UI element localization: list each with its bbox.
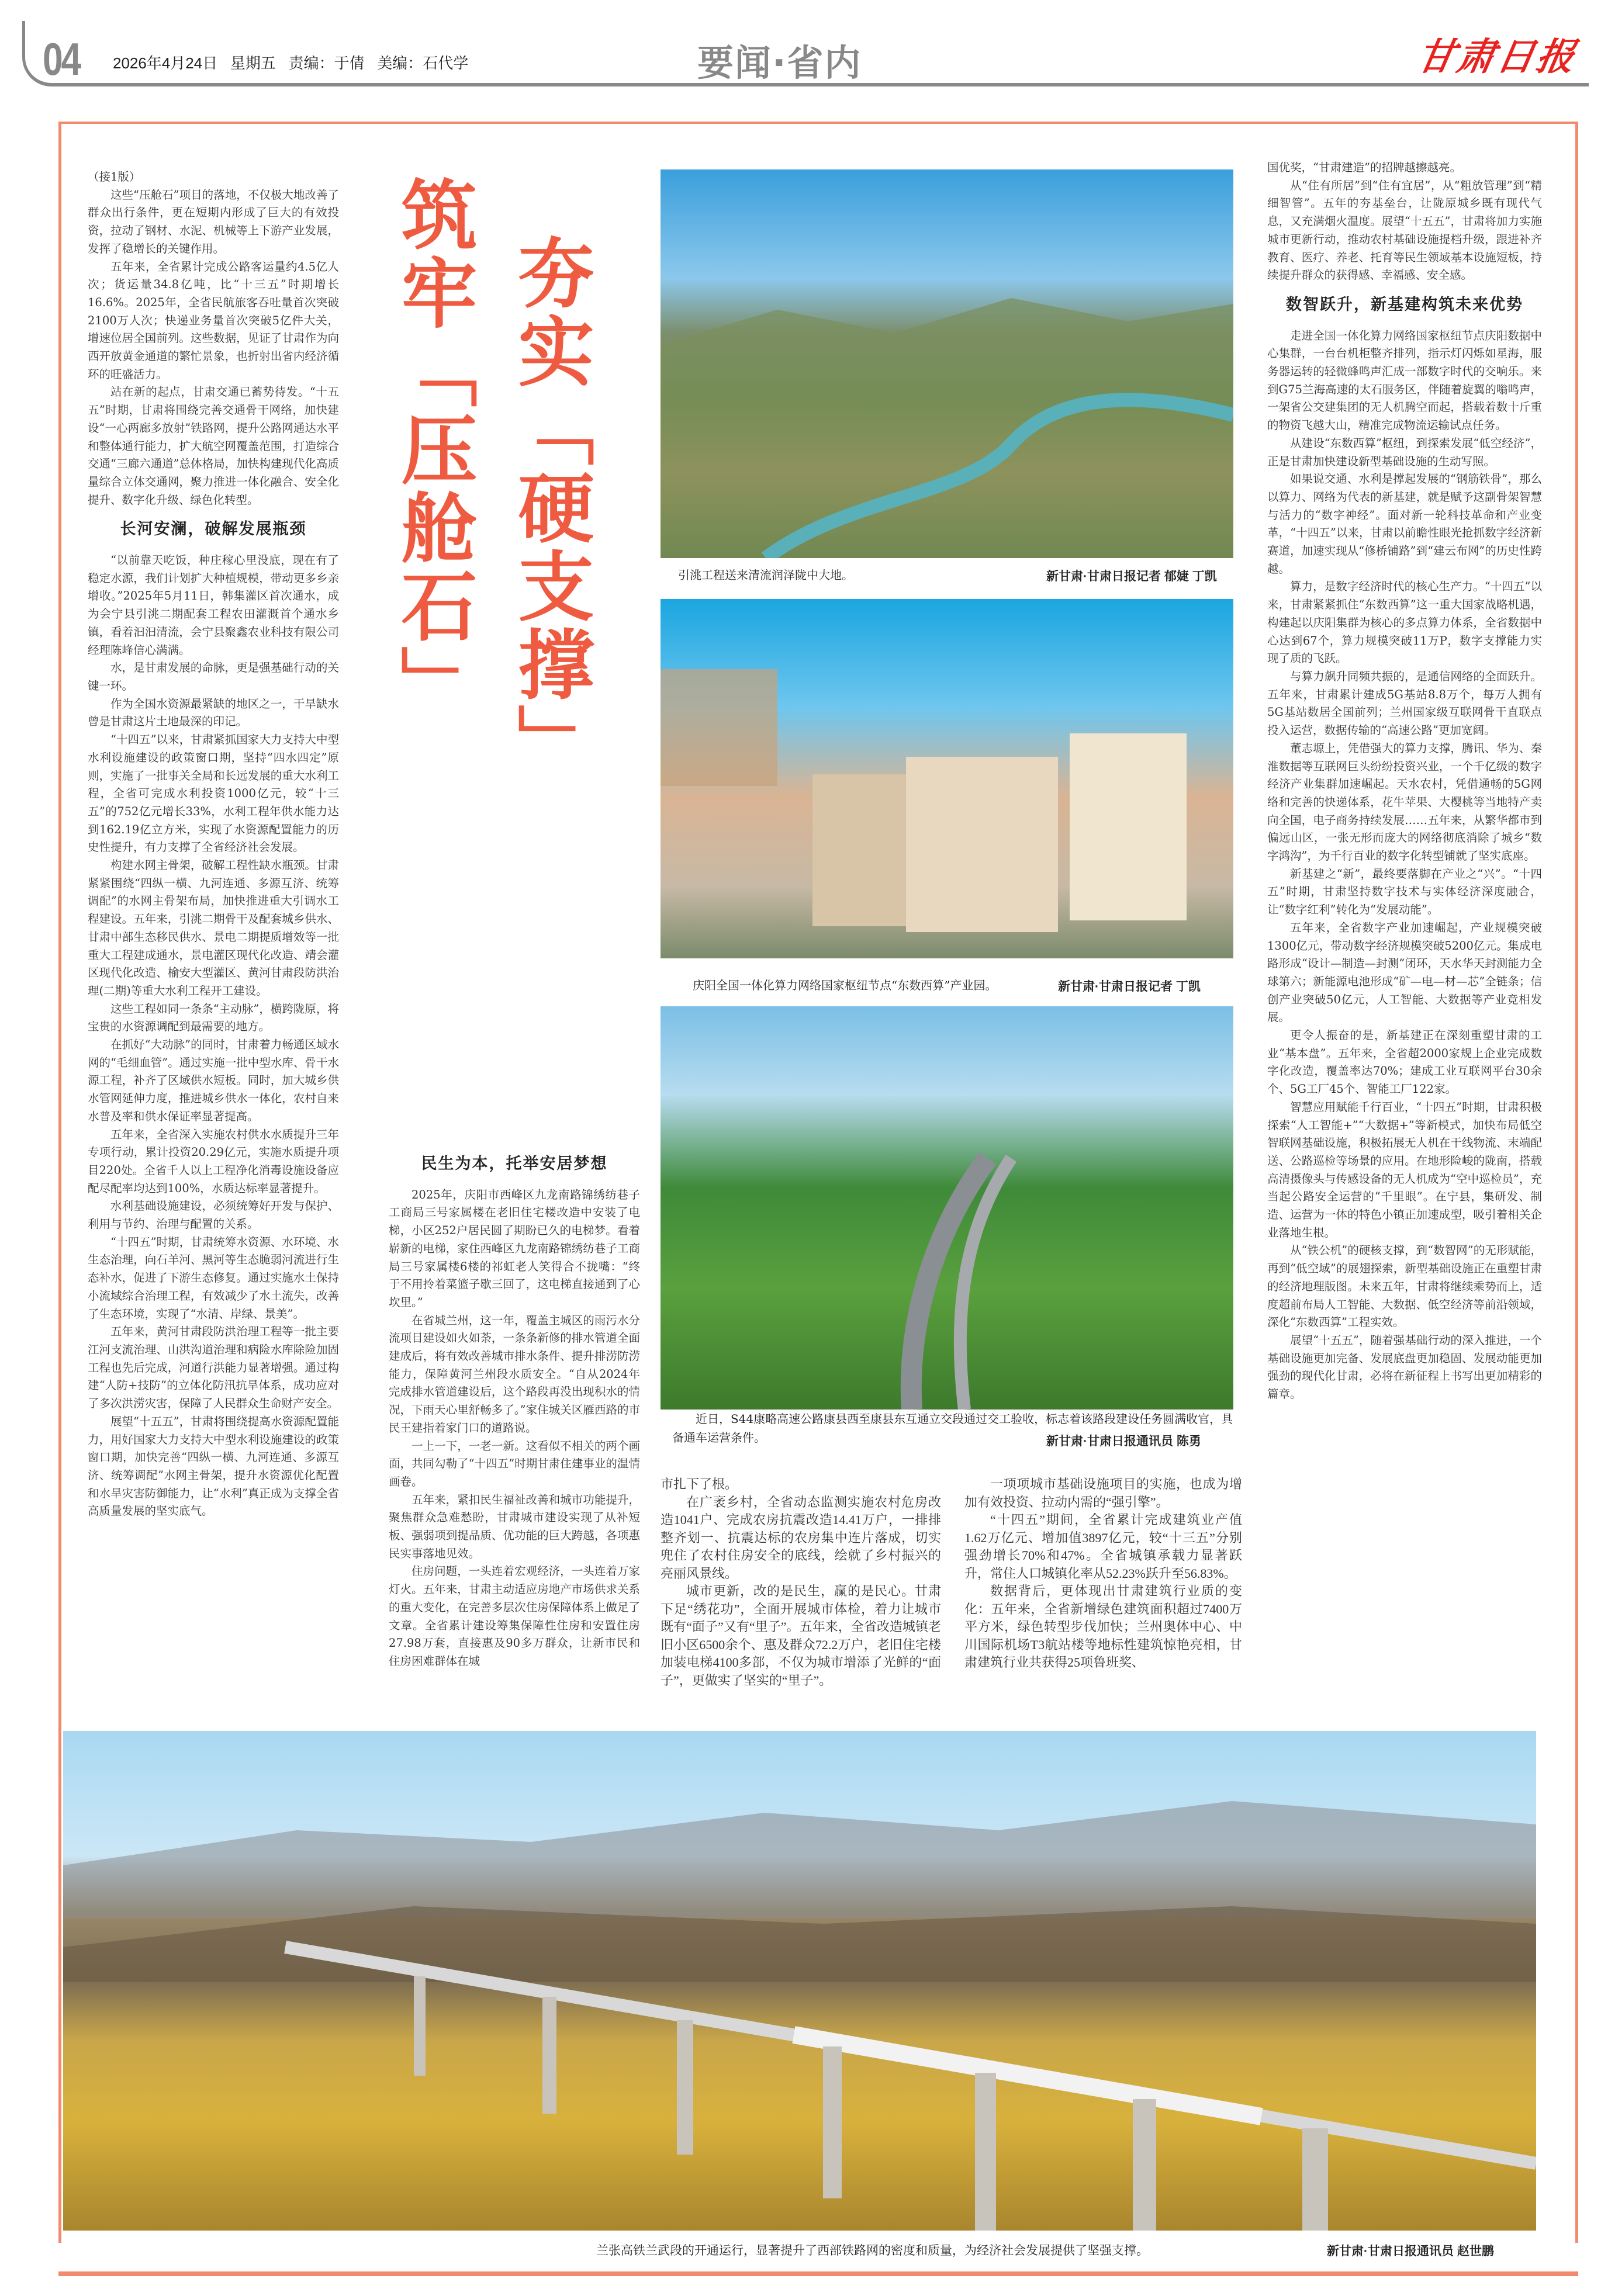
photo-3-credit: 新甘肃·甘肃日报通讯员 陈勇 [1046,1435,1201,1448]
paragraph: 构建水网主骨架，破解工程性缺水瓶颈。甘肃紧紧围绕“四纵一横、九河连通、多源互济、统筹调配”的水网主骨架布局，加快推进重大引调水工程建设。五年来，引洮二期骨干及配套城乡供水、甘肃中部生态移民供水、景电二期提质增效等一批重大工程建成通水，景电灌区现代化改造、靖会灌区现代化改造、榆安大型灌区、黄河甘肃段防洪治理(二期)等重大水利工程开工建设。 [88,858,339,998]
paragraph: 作为全国水资源最紧缺的地区之一，干旱缺水曾是甘肃这片土地最深的印记。 [88,697,339,729]
paragraph: 一上一下，一老一新。这看似不相关的两个画面，共同勾勒了“十四五”时期甘肃住建事业的温情画卷。 [389,1439,640,1488]
photo-1-credit: 新甘肃·甘肃日报记者 郁婕 丁凯 [1046,570,1217,583]
issue-date: 2026年4月24日 [113,54,218,72]
photo-high-speed-rail [63,1731,1536,2231]
paragraph: 2025年，庆阳市西峰区九龙南路锦绣纺巷子工商局三号家属楼在老旧住宅楼改造中安装了电梯，小区252户居民圆了期盼已久的电梯梦。看着崭新的电梯，家住西峰区九龙南路锦绣纺巷子工商局三号家属楼6楼的祁虹老人笑得合不拢嘴：“终于不用拎着菜篮子歇三回了，这电梯直接通到了心坎里。” [389,1187,640,1309]
paragraph: 智慧应用赋能千行百业，“十四五”时期，甘肃积极探索“人工智能+”“大数据+”等新模式，加快布局低空智联网基础设施，积极拓展无人机在干线物流、末端配送、公路巡检等场景的应用。在地形险峻的陇南，搭载高清摄像头与传感设备的无人机成为“空中巡检员”，充当起公路安全运营的“千里眼”。在宁县，集研发、制造、运营为一体的特色小镇正加速成型，吸引着相关企业落地生根。 [1267,1100,1542,1239]
paragraph: 走进全国一体化算力网络国家枢纽节点庆阳数据中心集群，一台台机柜整齐排列，指示灯闪烁如星海，服务器运转的轻微蜂鸣声汇成一部数字时代的交响乐。来到G75兰海高速的太石服务区，伴随着旋翼的嗡鸣声，一架省公交建集团的无人机腾空而起，搭载着数十斤重的物资飞越大山，精准完成物流运输试点任务。 [1267,328,1542,432]
photo-3-caption: 近日，S44康略高速公路康县西至康县东互通立交段通过交工验收，标志着该路段建设任务圆满收官，具备通车运营条件。 [672,1412,1233,1445]
subheading-digital: 数智跃升，新基建构筑未来优势 [1286,295,1523,314]
photo-data-center [661,599,1233,958]
headline-line-1: 筑牢「压舱石」 [389,175,478,723]
paragraph: 从建设“东数西算”枢纽，到探索发展“低空经济”，正是甘肃加快建设新型基础设施的生动写照。 [1267,436,1542,468]
subheading-livelihood: 民生为本，托举安居梦想 [421,1155,608,1173]
paragraph: 城市更新，改的是民生，赢的是民心。甘肃下足“绣花功”，全面开展城市体检，着力让城市既有“面子”又有“里子”。五年来，全省改造城镇老旧小区6500余个、惠及群众72.2万户，老旧住宅楼加装电梯4100多部，不仅为城市增添了光鲜的“面子”，更做实了坚实的“里子”。 [661,1584,941,1688]
photo-4-credit: 新甘肃·甘肃日报通讯员 赵世鹏 [1327,2245,1494,2258]
river-landscape-illustration [661,169,1233,558]
newspaper-logo: 甘肃日报 [1413,35,1581,79]
paragraph: “以前靠天吃饭，种庄稼心里没底，现在有了稳定水源，我们计划扩大种植规模，带动更多乡亲增收。”2025年5月11日，韩集灌区首次通水，成为会宁县引洮二期配套工程农田灌溉首个通水乡镇，看着汩汩清流，会宁县聚鑫农业科技有限公司经理陈峰信心满满。 [88,553,339,657]
continued-from: （接1版） [88,170,141,183]
paragraph: 数据背后，更体现出甘肃建筑行业质的变化：五年来，全省新增绿色建筑面积超过7400万平方米，绿色转型步伐加快；兰州奥体中心、中川国际机场T3航站楼等地标性建筑惊艳亮相，甘肃建筑行业共获得25项鲁班奖、 [964,1584,1242,1670]
photo-2-credit: 新甘肃·甘肃日报记者 丁凯 [1058,980,1201,993]
paragraph: 在广袤乡村，全省动态监测实施农村危房改造1041户、完成农房抗震改造14.41万户，一排排整齐划一、抗震达标的农房集中连片落成，切实兜住了农村住房安全的底线，绘就了乡村振兴的亮丽风景线。 [661,1494,941,1581]
subheading-water: 长河安澜，破解发展瓶颈 [120,520,307,539]
paragraph: “十四五”以来，甘肃紧抓国家大力支持大中型水利设施建设的政策窗口期，坚持“四水四定”原则，实施了一批事关全局和长远发展的重大水利工程，全省可完成水利投资1000亿元，较“十三五”的752亿元增长33%，水利工程年供水能力达到162.19亿立方米，实现了水资源配置能力的历史性提升，有力支撑了全省经济社会发展。 [88,733,339,854]
paragraph: 住房问题，一头连着宏观经济，一头连着万家灯火。五年来，甘肃主动适应房地产市场供求关系的重大变化，在完善多层次住房保障体系上做足了文章。全省累计建设筹集保障性住房和安置住房27.98万套，直接惠及90多万群众，让新市民和住房困难群体在城 [389,1564,640,1668]
article-column-3 [661,1476,941,1689]
rail-viaduct-illustration [63,1731,1536,2231]
paragraph: 市扎下了根。 [661,1477,738,1491]
paragraph: 算力，是数字经济时代的核心生产力。“十四五”以来，甘肃紧紧抓住“东数西算”这一重大国家战略机遇，构建起以庆阳集群为核心的多点算力体系，全省数据中心达到67个，算力规模突破11万P，数字支撑能力实现了质的飞跃。 [1267,580,1542,666]
paragraph: 五年来，全省深入实施农村供水水质提升三年专项行动，累计投资20.29亿元，实施水质提升项目220处。全省千人以上工程净化消毒设施设备应配尽配率均达到100%，水质达标率显著提升。 [88,1127,339,1195]
photo-1-caption: 引洮工程送来清流润泽陇中大地。 [678,568,853,582]
paragraph: “十四五”期间，全省累计完成建筑业产值1.62万亿元、增加值3897亿元，较“十三五”分别强劲增长70%和47%。全省城镇承载力显著跃升，常住人口城镇化率从52.23%跃升至56.83%。 [964,1512,1242,1581]
article-column-1 [88,168,339,1521]
masthead [22,21,1589,86]
paragraph: 更令人振奋的是，新基建正在深刻重塑甘肃的工业“基本盘”。五年来，全省超2000家规上企业完成数字化改造，覆盖率达70%；建成工业互联网平台30余个、5G工厂45个、智能工厂122家。 [1267,1028,1542,1096]
art-editor: 美编：石代学 [377,54,469,72]
article-column-5 [1267,159,1542,1404]
page-number: 04 [43,33,80,85]
issue-meta [113,51,468,73]
article-column-4 [964,1476,1242,1672]
highway-interchange-illustration [661,1006,1233,1410]
data-center-buildings-illustration [661,599,1233,958]
paragraph: 五年来，紧扣民生福祉改善和城市功能提升，聚焦群众急难愁盼，甘肃城市建设实现了从补短板、强弱项到提品质、优功能的巨大跨越，各项惠民实事落地见效。 [389,1492,640,1560]
section-title: 要闻·省内 [697,41,862,84]
paragraph: 从“铁公机”的硬核支撑，到“数智网”的无形赋能，再到“低空域”的展翅探索，新型基础设施正在重塑甘肃的经济地理版图。未来五年，甘肃将继续乘势而上，适度超前布局人工智能、大数据、低空经济等前沿领域，深化“东数西算”工程实效。 [1267,1244,1542,1329]
photo-water-project [661,169,1233,558]
paragraph: 董志塬上，凭借强大的算力支撑，腾讯、华为、秦淮数据等互联网巨头纷纷投资兴业，一个千亿级的数字经济产业集群加速崛起。天水农村，凭借通畅的5G网络和完善的快递体系，花牛苹果、大樱桃等当地特产卖向全国，电子商务持续发展……五年来，从繁华都市到偏远山区，一张无形而庞大的网络彻底消除了城乡“数字鸿沟”，为千行百业的数字化转型铺就了坚实底座。 [1267,741,1542,863]
paragraph: 五年来，全省数字产业加速崛起，产业规模突破1300亿元，带动数字经济规模突破5200亿元。集成电路形成“设计—制造—封测”闭环，天水华天封测能力全球第六；新能源电池形成“矿—电—材—芯”全链条；信创产业突破50亿元，人工智能、大数据等产业竞相发展。 [1267,920,1542,1024]
paragraph: 水利基础设施建设，必须统筹好开发与保护、利用与节约、治理与配置的关系。 [88,1199,339,1231]
paragraph: 与算力飙升同频共振的，是通信网络的全面跃升。五年来，甘肃累计建成5G基站8.8万个，每万人拥有5G基站数居全国前列；兰州国家级互联网骨干直联点投入运营，数据传输的“高速公路”更加宽阔。 [1267,669,1542,737]
paragraph: 展望“十五五”，随着强基础行动的深入推进，一个基础设施更加完备、发展底盘更加稳固、发展动能更加强劲的现代化甘肃，必将在新征程上书写出更加精彩的篇章。 [1267,1334,1542,1401]
paragraph: 国优奖，“甘肃建造”的招牌越擦越亮。 [1267,161,1461,174]
paragraph: 如果说交通、水利是撑起发展的“钢筋铁骨”，那么以算力、网络为代表的新基建，就是赋予这副骨架智慧与活力的“数字神经”。面对新一轮科技革命和产业变革，“十四五”以来，甘肃以前瞻性眼光抢抓数字经济新赛道，加速实现从“修桥铺路”到“建云布网”的历史性跨越。 [1267,472,1542,576]
paragraph: 这些工程如同一条条“主动脉”，横跨陇原，将宝贵的水资源调配到最需要的地方。 [88,1002,339,1034]
paragraph: 在抓好“大动脉”的同时，甘肃着力畅通区域水网的“毛细血管”。通过实施一批中型水库、骨干水源工程，补齐了区域供水短板。同时，加大城乡供水管网延伸力度，推进城乡供水一体化，农村自来水普及率和供水保证率显著提高。 [88,1038,339,1123]
photo-highway [661,1006,1233,1410]
paragraph: 五年来，黄河甘肃段防洪治理工程等一批主要江河支流治理、山洪沟道治理和病险水库除险加固工程也先后完成，河道行洪能力显著增强。通过构建“人防+技防”的立体化防汛抗旱体系，成功应对了多次洪涝灾害，保障了人民群众生命财产安全。 [88,1325,339,1411]
paragraph: 站在新的起点，甘肃交通已蓄势待发。“十五五”时期，甘肃将围绕完善交通骨干网络，加快建设“一心两廊多放射”铁路网，提升公路网通达水平和整体通行能力，扩大航空网覆盖范围，打造综合交通“三廊六通道”总体格局，加快构建现代化高质量综合立体交通网，聚力推进一体化融合、安全化提升、数字化升级、绿色化转型。 [88,385,339,507]
paragraph: “十四五”时期，甘肃统筹水资源、水环境、水生态治理，向石羊河、黑河等生态脆弱河流进行生态补水，促进了下游生态修复。通过实施水土保持小流域综合治理工程，有效减少了水土流失，改善了生态环境，实现了“水清、岸绿、景美”。 [88,1235,339,1321]
issue-weekday: 星期五 [230,54,276,72]
photo-2-caption: 庆阳全国一体化算力网络国家枢纽节点“东数西算”产业园。 [693,978,997,992]
page-bottom-rule [58,2271,1578,2276]
paragraph: 新基建之“新”，最终要落脚在产业之“兴”。“十四五”时期，甘肃坚持数字技术与实体经济深度融合，让“数字红利”转化为“发展动能”。 [1267,867,1542,917]
photo-4-caption: 兰张高铁兰武段的开通运行，显著提升了西部铁路网的密度和质量，为经济社会发展提供了坚强支撑。 [596,2243,1149,2257]
headline-line-2: 夯实「硬支撑」 [506,234,594,782]
paragraph: 展望“十五五”，甘肃将围绕提高水资源配置能力，用好国家大力支持大中型水利设施建设的政策窗口期，加快完善“四纵一横、九河连通、多源互济、统筹调配”水网主骨架，提升水资源优化配置和水旱灾害防御能力，让“水利”真正成为支撑全省高质量发展的坚实底气。 [88,1414,339,1518]
article-column-2 [389,1148,640,1671]
paragraph: 水，是甘肃发展的命脉，更是强基础行动的关键一环。 [88,661,339,692]
paragraph: 一项项城市基础设施项目的实施，也成为增加有效投资、拉动内需的“强引擎”。 [964,1477,1242,1509]
paragraph: 这些“压舱石”项目的落地，不仅极大地改善了群众出行条件，更在短期内形成了巨大的有效投资，拉动了钢材、水泥、机械等上下游产业发展，发挥了稳增长的关键作用。 [88,188,339,255]
paragraph: 五年来，全省累计完成公路客运量约4.5亿人次；货运量34.8亿吨，比“十三五”时期增长16.6%。2025年，全省民航旅客吞吐量首次突破2100万人次；快递业务量首次突破5亿件大关，增速位居全国前列。这些数据，见证了甘肃作为向西开放黄金通道的繁忙景象，也折射出省内经济循环的旺盛活力。 [88,259,339,381]
paragraph: 在省城兰州，这一年，覆盖主城区的雨污水分流项目建设如火如荼，一条条新修的排水管道全面建成后，将有效改善城市排水条件、提升排涝防涝能力，保障黄河兰州段水质安全。“自从2024年完成排水管道建设后，这个路段再没出现积水的情况，下雨天心里舒畅多了。”家住城关区雁西路的市民王建指着家门口的道路说。 [389,1313,640,1435]
paragraph: 从“住有所居”到“住有宜居”，从“粗放管理”到“精细智管”。五年的夯基垒台，让陇原城乡既有现代气息，又充满烟火温度。展望“十五五”，甘肃将加力实施城市更新行动，推动农村基础设施提档升级，跟进补齐教育、医疗、养老、托育等民生领域基本设施短板，持续提升群众的获得感、幸福感、安全感。 [1267,178,1542,282]
responsible-editor: 责编：于倩 [288,54,365,72]
